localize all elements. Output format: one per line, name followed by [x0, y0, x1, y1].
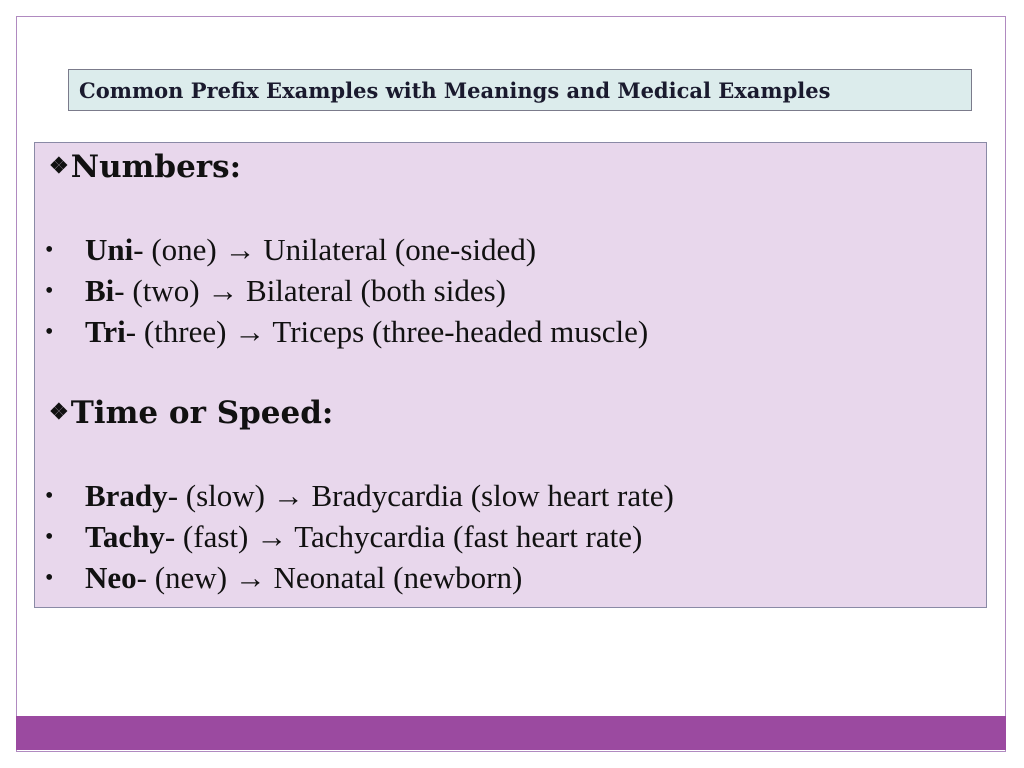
prefix-term: Tachy: [85, 519, 165, 554]
diamond-bullet-icon: ❖: [49, 153, 69, 179]
bullet-icon: •: [45, 237, 54, 263]
bullet-icon: •: [45, 483, 54, 509]
prefix-definition: - (fast) → Tachycardia (fast heart rate): [164, 519, 643, 554]
bullet-icon: •: [45, 319, 54, 345]
list-item: [45, 273, 506, 309]
list-item: [45, 519, 642, 555]
footer-bar: [16, 716, 1006, 750]
prefix-definition: - (new) → Neonatal (newborn): [136, 560, 523, 595]
list-item: [45, 560, 522, 596]
diamond-bullet-icon: ❖: [49, 399, 69, 425]
section-heading-numbers: [49, 149, 241, 185]
section-heading-label: Time or Speed:: [70, 395, 334, 431]
prefix-definition: - (two) → Bilateral (both sides): [114, 273, 507, 308]
prefix-definition: - (one) → Unilateral (one-sided): [133, 232, 537, 267]
prefix-term: Bi: [85, 273, 115, 308]
title-box: [68, 69, 972, 111]
bullet-icon: •: [45, 565, 54, 591]
bullet-icon: •: [45, 524, 54, 550]
prefix-definition: - (slow) → Bradycardia (slow heart rate): [167, 478, 674, 513]
slide-title: Common Prefix Examples with Meanings and Medical Examples: [79, 77, 831, 103]
section-heading-label: Numbers:: [70, 149, 242, 185]
prefix-term: Brady: [85, 478, 168, 513]
prefix-term: Neo: [85, 560, 137, 595]
bullet-icon: •: [45, 278, 54, 304]
list-item: [45, 232, 536, 268]
prefix-term: Tri: [85, 314, 126, 349]
section-heading-time-speed: [49, 395, 333, 431]
list-item: [45, 478, 674, 514]
list-item: [45, 314, 648, 350]
content-box: [34, 142, 987, 608]
prefix-term: Uni: [85, 232, 134, 267]
prefix-definition: - (three) → Triceps (three-headed muscle): [125, 314, 649, 349]
